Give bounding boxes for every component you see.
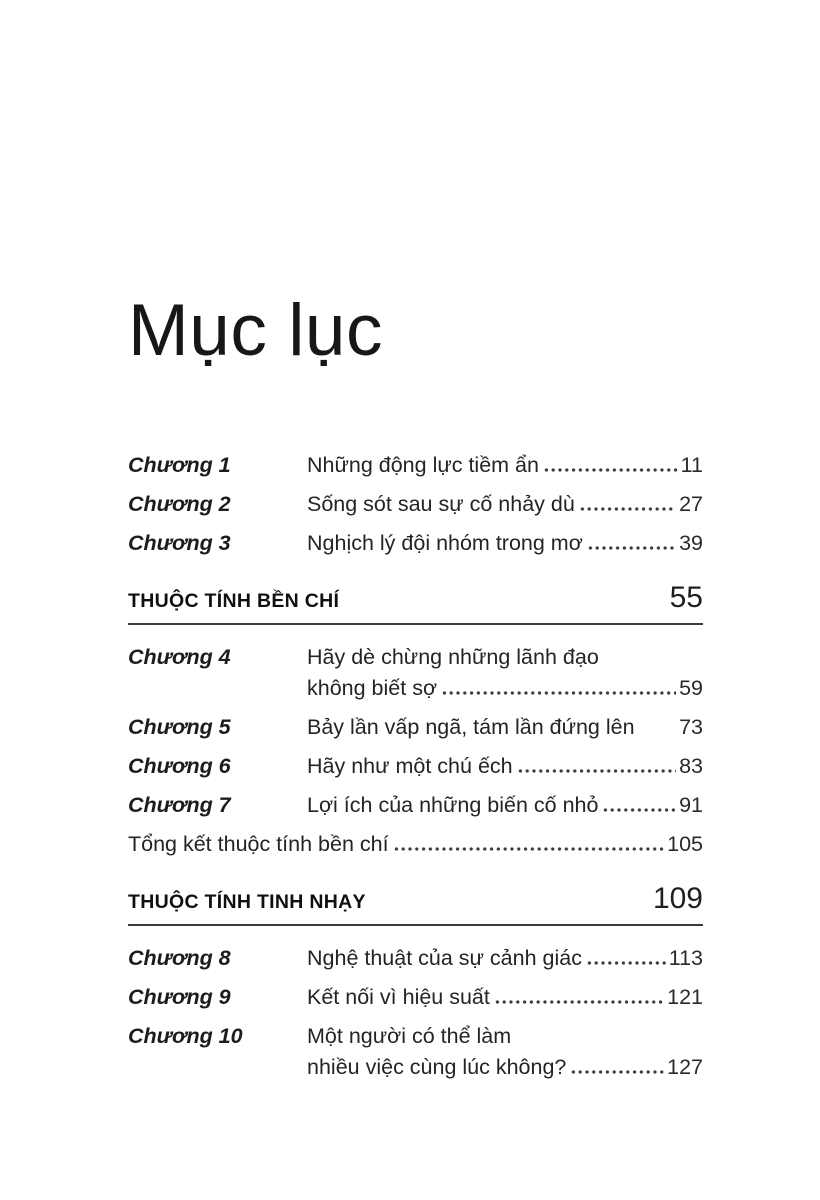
chapter-label: Chương 7 bbox=[128, 793, 231, 818]
chapter-title: Những động lực tiềm ẩn bbox=[307, 453, 539, 478]
dot-leader bbox=[441, 691, 676, 695]
chapter-label: Chương 3 bbox=[128, 531, 231, 556]
toc-entry-chuong-7 bbox=[128, 793, 703, 817]
section-page-number: 109 bbox=[652, 882, 703, 916]
chapter-title-line2: không biết sợ bbox=[307, 676, 438, 701]
chapter-label: Chương 9 bbox=[128, 985, 231, 1010]
page-number: 83 bbox=[679, 754, 703, 779]
chapter-title: Hãy như một chú ếch bbox=[307, 754, 513, 779]
blank-leader bbox=[639, 730, 677, 734]
section-title: THUỘC TÍNH BỀN CHÍ bbox=[128, 590, 340, 613]
chapter-label: Chương 5 bbox=[128, 715, 231, 740]
toc-entry-chuong-9 bbox=[128, 985, 703, 1009]
chapter-label: Chương 8 bbox=[128, 946, 231, 971]
section-page-number: 55 bbox=[669, 581, 703, 615]
chapter-title: Nghịch lý đội nhóm trong mơ bbox=[307, 531, 583, 556]
dot-leader bbox=[570, 1070, 664, 1074]
chapter-label: Chương 10 bbox=[128, 1024, 243, 1049]
section-header-tinh-nhay bbox=[128, 882, 703, 926]
chapter-label: Chương 4 bbox=[128, 645, 231, 670]
dot-leader bbox=[543, 468, 678, 472]
chapter-label: Chương 1 bbox=[128, 453, 231, 478]
dot-leader bbox=[494, 1000, 664, 1004]
toc-entry-chuong-2 bbox=[128, 492, 703, 516]
page-number: 105 bbox=[667, 832, 703, 857]
chapter-title: Lợi ích của những biến cố nhỏ bbox=[307, 793, 599, 818]
toc-entry-summary-ben-chi bbox=[128, 832, 703, 856]
page-number: 127 bbox=[667, 1055, 703, 1080]
chapter-title-line2: nhiều việc cùng lúc không? bbox=[307, 1055, 567, 1080]
summary-title: Tổng kết thuộc tính bền chí bbox=[128, 832, 389, 857]
dot-leader bbox=[393, 847, 665, 851]
page-number: 27 bbox=[679, 492, 703, 517]
toc-entry-chuong-6 bbox=[128, 754, 703, 778]
chapter-title-line1: Một người có thể làm bbox=[307, 1024, 512, 1049]
chapter-title: Sống sót sau sự cố nhảy dù bbox=[307, 492, 575, 517]
page-number: 11 bbox=[680, 453, 703, 478]
toc-entry-chuong-10 bbox=[128, 1024, 703, 1079]
toc-entry-chuong-4 bbox=[128, 645, 703, 700]
dot-leader bbox=[579, 507, 676, 511]
dot-leader bbox=[586, 961, 666, 965]
toc-entry-chuong-3 bbox=[128, 531, 703, 555]
page-number: 73 bbox=[679, 715, 703, 740]
chapter-label: Chương 6 bbox=[128, 754, 231, 779]
page-number: 59 bbox=[679, 676, 703, 701]
dot-leader bbox=[517, 769, 676, 773]
toc-entry-chuong-5 bbox=[128, 715, 703, 739]
chapter-title: Kết nối vì hiệu suất bbox=[307, 985, 490, 1010]
dot-leader bbox=[587, 546, 676, 550]
chapter-title: Bảy lần vấp ngã, tám lần đứng lên bbox=[307, 715, 635, 740]
page-title: Mục lục bbox=[128, 290, 384, 371]
chapter-title: Nghệ thuật của sự cảnh giác bbox=[307, 946, 582, 971]
toc-entry-chuong-8 bbox=[128, 946, 703, 970]
page-number: 113 bbox=[668, 946, 703, 971]
page-number: 39 bbox=[679, 531, 703, 556]
page-number: 121 bbox=[667, 985, 703, 1010]
chapter-label: Chương 2 bbox=[128, 492, 231, 517]
page-number: 91 bbox=[679, 793, 703, 818]
toc-entry-chuong-1 bbox=[128, 453, 703, 477]
section-title: THUỘC TÍNH TINH NHẠY bbox=[128, 891, 366, 914]
dot-leader bbox=[602, 808, 676, 812]
chapter-title-line1: Hãy dè chừng những lãnh đạo bbox=[307, 645, 599, 670]
section-header-ben-chi bbox=[128, 581, 703, 625]
